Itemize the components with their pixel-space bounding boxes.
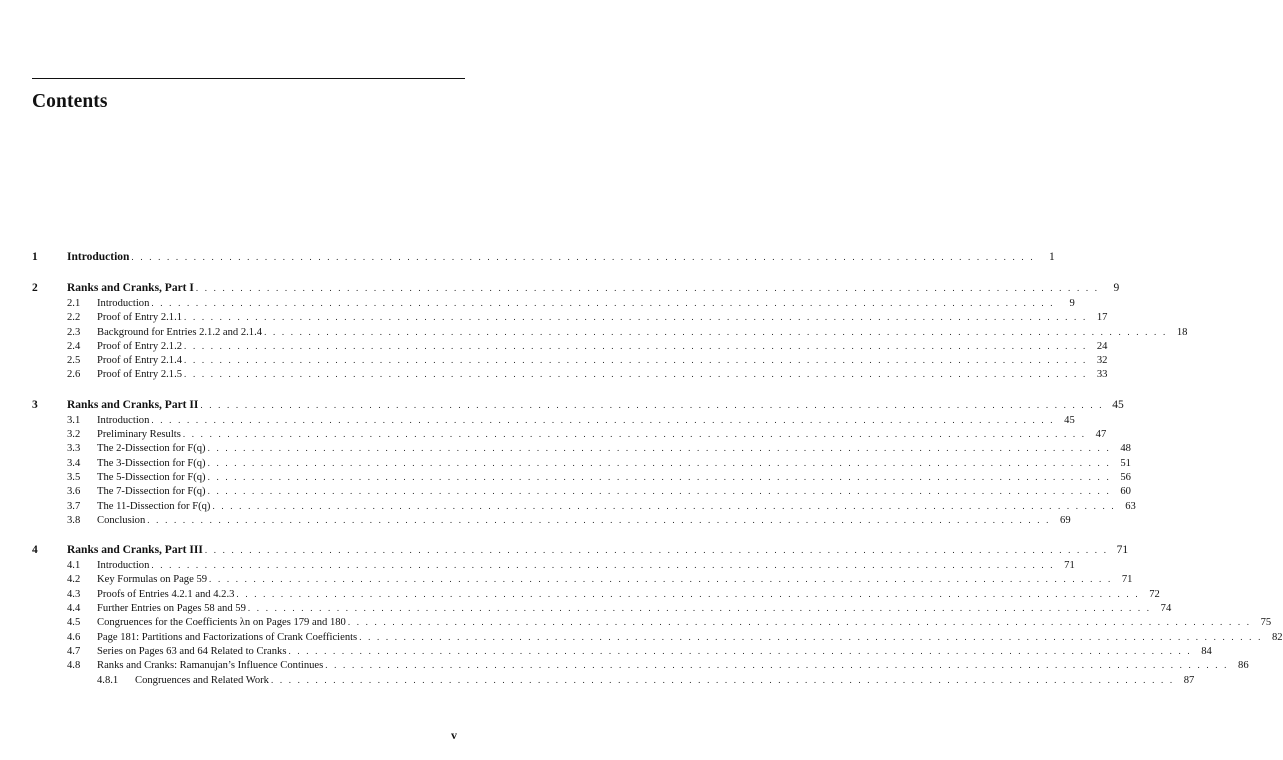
dot-leader: . . . . . . . . . . . . . . . . . . . . . . . . . . . . . . . . . . . . . . . . . . . . . . . . . . . . . . . . . . . . . . . . . . . . . . . . . . . . . . . . . . . . . . . . . . . . . . . . . . . . . .	[288, 645, 1192, 656]
section-entry-number: 4.3	[67, 588, 81, 600]
section-entry-number: 4.8	[67, 660, 81, 672]
section-entry-page: 17	[1096, 312, 1108, 324]
section-entry	[32, 630, 1283, 644]
dot-leader: . . . . . . . . . . . . . . . . . . . . . . . . . . . . . . . . . . . . . . . . . . . . . . . . . . . . . . . . . . . . . . . . . . . . . . . . . . . . . . . . . . . . . . . . . . . . . . . . . . . . . .	[207, 443, 1111, 454]
section-entry-number: 4.7	[67, 645, 81, 657]
dot-leader: . . . . . . . . . . . . . . . . . . . . . . . . . . . . . . . . . . . . . . . . . . . . . . . . . . . . . . . . . . . . . . . . . . . . . . . . . . . . . . . . . . . . . . . . . . . . . . . . . . . . . .	[147, 514, 1051, 525]
dot-leader: . . . . . . . . . . . . . . . . . . . . . . . . . . . . . . . . . . . . . . . . . . . . . . . . . . . . . . . . . . . . . . . . . . . . . . . . . . . . . . . . . . . . . . . . . . . . . . . . . . . . . .	[207, 486, 1111, 497]
dot-leader: . . . . . . . . . . . . . . . . . . . . . . . . . . . . . . . . . . . . . . . . . . . . . . . . . . . . . . . . . . . . . . . . . . . . . . . . . . . . . . . . . . . . . . . . . . . . . . . . . . . . . .	[151, 298, 1055, 308]
chapter-block	[32, 280, 1188, 382]
chapter-entry	[32, 397, 1124, 413]
section-entry	[32, 413, 1075, 427]
section-entry-number: 2.1	[67, 298, 81, 309]
dot-leader: . . . . . . . . . . . . . . . . . . . . . . . . . . . . . . . . . . . . . . . . . . . . . . . . . . . . . . . . . . . . . . . . . . . . . . . . . . . . . . . . . . . . . . . . . . . . . . . . . . . . . .	[184, 369, 1088, 380]
section-entry-title: The 3-Dissection for F(q)	[97, 457, 206, 469]
section-entry	[32, 644, 1212, 658]
table-of-contents	[32, 249, 1283, 702]
section-entry-page: 75	[1260, 617, 1272, 629]
section-entry-title: Conclusion	[97, 514, 146, 526]
section-entry-title: Introduction	[97, 414, 150, 426]
dot-leader: . . . . . . . . . . . . . . . . . . . . . . . . . . . . . . . . . . . . . . . . . . . . . . . . . . . . . . . . . . . . . . . . . . . . . . . . . . . . . . . . . . . . . . . . . . . . . . . . . . . . . .	[212, 500, 1116, 511]
subsection-entry-title: Congruences and Related Work	[135, 674, 269, 686]
section-entry-page: 18	[1176, 326, 1188, 338]
dot-leader: . . . . . . . . . . . . . . . . . . . . . . . . . . . . . . . . . . . . . . . . . . . . . . . . . . . . . . . . . . . . . . . . . . . . . . . . . . . . . . . . . . . . . . . . . . . . . . . . . . . . . .	[195, 283, 1100, 293]
section-entry-title: Proof of Entry 2.1.5	[97, 369, 183, 381]
section-entry-page: 63	[1125, 500, 1136, 512]
chapter-entry-number: 2	[32, 282, 38, 294]
section-entry-number: 4.1	[67, 560, 81, 572]
section-entry-number: 2.5	[67, 355, 81, 367]
chapter-entry-title: Ranks and Cranks, Part II	[67, 398, 199, 411]
section-entry-number: 2.2	[67, 312, 81, 324]
chapter-entry-page: 1	[1049, 251, 1055, 263]
section-entry	[32, 499, 1136, 513]
section-entry	[32, 296, 1075, 310]
section-entry-title: Preliminary Results	[97, 429, 181, 441]
section-entry-number: 4.2	[67, 574, 81, 586]
chapter-entry-title: Introduction	[67, 251, 130, 263]
chapter-entry-number: 3	[32, 398, 38, 411]
section-entry-page: 48	[1120, 443, 1131, 455]
section-entry	[32, 484, 1131, 498]
section-entry-title: Introduction	[97, 560, 150, 572]
section-entry	[32, 441, 1131, 455]
section-entry	[32, 456, 1131, 470]
subsection-entry-number: 4.8.1	[97, 674, 119, 686]
section-entry-title: Proof of Entry 2.1.4	[97, 355, 183, 367]
section-entry-page: 69	[1060, 514, 1071, 526]
top-rule	[32, 78, 465, 79]
chapter-entry	[32, 280, 1120, 296]
section-entry-number: 2.4	[67, 340, 81, 352]
chapter-block	[32, 542, 1283, 687]
section-entry	[32, 470, 1131, 484]
section-entry-number: 4.4	[67, 603, 81, 615]
section-entry-page: 9	[1069, 298, 1075, 309]
section-entry-number: 3.2	[67, 429, 81, 441]
section-entry	[32, 353, 1108, 367]
section-entry-title: Proofs of Entries 4.2.1 and 4.2.3	[97, 588, 235, 600]
section-entry	[32, 601, 1172, 615]
chapter-entry-title: Ranks and Cranks, Part III	[67, 544, 203, 557]
section-entry-title: Congruences for the Coefficients λn on Pages 179 and 180	[97, 617, 346, 629]
section-entry-title: The 2-Dissection for F(q)	[97, 443, 206, 455]
chapter-block	[32, 397, 1136, 527]
dot-leader: . . . . . . . . . . . . . . . . . . . . . . . . . . . . . . . . . . . . . . . . . . . . . . . . . . . . . . . . . . . . . . . . . . . . . . . . . . . . . . . . . . . . . . . . . . . . . . . . . . . . . .	[151, 560, 1055, 571]
section-entry-title: Introduction	[97, 298, 150, 309]
section-entry-page: 45	[1064, 414, 1075, 426]
dot-leader: . . . . . . . . . . . . . . . . . . . . . . . . . . . . . . . . . . . . . . . . . . . . . . . . . . . . . . . . . . . . . . . . . . . . . . . . . . . . . . . . . . . . . . . . . . . . . . . . . . . . . .	[204, 545, 1109, 556]
section-entry-title: Proof of Entry 2.1.1	[97, 312, 183, 324]
section-entry-title: Proof of Entry 2.1.2	[97, 340, 183, 352]
dot-leader: . . . . . . . . . . . . . . . . . . . . . . . . . . . . . . . . . . . . . . . . . . . . . . . . . . . . . . . . . . . . . . . . . . . . . . . . . . . . . . . . . . . . . . . . . . . . . . . . . . . . . .	[207, 471, 1111, 482]
section-entry-page: 33	[1096, 369, 1108, 381]
section-entry-page: 82	[1271, 631, 1283, 643]
section-entry-number: 3.1	[67, 414, 81, 426]
section-entry-number: 2.6	[67, 369, 81, 381]
dot-leader: . . . . . . . . . . . . . . . . . . . . . . . . . . . . . . . . . . . . . . . . . . . . . . . . . . . . . . . . . . . . . . . . . . . . . . . . . . . . . . . . . . . . . . . . . . . . . . . . . . . . . .	[184, 340, 1088, 351]
chapter-entry-title: Ranks and Cranks, Part I	[67, 282, 194, 294]
section-entry-page: 51	[1120, 457, 1131, 469]
section-entry-title: The 7-Dissection for F(q)	[97, 486, 206, 498]
section-entry	[32, 658, 1249, 672]
section-entry	[32, 513, 1071, 527]
section-entry-page: 72	[1149, 588, 1160, 600]
section-entry-page: 24	[1096, 340, 1108, 352]
section-entry	[32, 572, 1133, 586]
page-folio: v	[451, 728, 457, 742]
section-entry-title: Further Entries on Pages 58 and 59	[97, 603, 246, 615]
section-entry-title: The 5-Dissection for F(q)	[97, 471, 206, 483]
section-entry-title: Background for Entries 2.1.2 and 2.1.4	[97, 326, 263, 338]
chapter-entry-page: 9	[1113, 282, 1120, 294]
section-entry-number: 2.3	[67, 326, 81, 338]
chapter-entry	[32, 542, 1129, 558]
section-entry-page: 60	[1120, 486, 1131, 498]
section-entry	[32, 325, 1188, 339]
dot-leader: . . . . . . . . . . . . . . . . . . . . . . . . . . . . . . . . . . . . . . . . . . . . . . . . . . . . . . . . . . . . . . . . . . . . . . . . . . . . . . . . . . . . . . . . . . . . . . . . . . . . . .	[182, 429, 1087, 440]
section-entry-number: 3.8	[67, 514, 81, 526]
section-entry-title: Page 181: Partitions and Factorizations of Crank Coefficients	[97, 631, 358, 643]
section-entry	[32, 310, 1108, 324]
section-entry-number: 3.6	[67, 486, 81, 498]
section-entry-page: 47	[1095, 429, 1107, 441]
chapter-entry-number: 4	[32, 544, 38, 557]
section-entry	[32, 367, 1108, 381]
section-entry-page: 32	[1096, 355, 1108, 367]
dot-leader: . . . . . . . . . . . . . . . . . . . . . . . . . . . . . . . . . . . . . . . . . . . . . . . . . . . . . . . . . . . . . . . . . . . . . . . . . . . . . . . . . . . . . . . . . . . . . . . . . . . . . .	[264, 326, 1168, 337]
chapter-entry-number: 1	[32, 251, 38, 263]
chapter-entry-page: 45	[1112, 398, 1124, 411]
dot-leader: . . . . . . . . . . . . . . . . . . . . . . . . . . . . . . . . . . . . . . . . . . . . . . . . . . . . . . . . . . . . . . . . . . . . . . . . . . . . . . . . . . . . . . . . . . . . . . . . . . . . . .	[200, 399, 1104, 410]
section-entry	[32, 558, 1075, 572]
section-entry-page: 74	[1160, 603, 1172, 615]
section-entry-title: The 11-Dissection for F(q)	[97, 500, 211, 512]
chapter-block	[32, 249, 1055, 265]
section-entry-page: 71	[1064, 560, 1075, 572]
dot-leader: . . . . . . . . . . . . . . . . . . . . . . . . . . . . . . . . . . . . . . . . . . . . . . . . . . . . . . . . . . . . . . . . . . . . . . . . . . . . . . . . . . . . . . . . . . . . . . . . . . . . . .	[151, 414, 1055, 425]
section-entry-number: 3.5	[67, 471, 81, 483]
section-entry-page: 86	[1238, 660, 1249, 672]
contents-heading: Contents	[32, 91, 108, 112]
dot-leader: . . . . . . . . . . . . . . . . . . . . . . . . . . . . . . . . . . . . . . . . . . . . . . . . . . . . . . . . . . . . . . . . . . . . . . . . . . . . . . . . . . . . . . . . . . . . . . . . . . . . . .	[209, 574, 1113, 585]
section-entry-page: 84	[1201, 645, 1212, 657]
section-entry-number: 4.6	[67, 631, 81, 643]
section-entry-number: 3.4	[67, 457, 81, 469]
section-entry	[32, 427, 1107, 441]
subsection-entry	[32, 673, 1195, 687]
section-entry-page: 56	[1120, 471, 1131, 483]
chapter-entry-page: 71	[1116, 544, 1129, 557]
section-entry-number: 4.5	[67, 617, 81, 629]
section-entry-title: Series on Pages 63 and 64 Related to Cranks	[97, 645, 287, 657]
section-entry-title: Key Formulas on Page 59	[97, 574, 208, 586]
dot-leader: . . . . . . . . . . . . . . . . . . . . . . . . . . . . . . . . . . . . . . . . . . . . . . . . . . . . . . . . . . . . . . . . . . . . . . . . . . . . . . . . . . . . . . . . . . . . . . . . . . . . . .	[359, 631, 1263, 642]
dot-leader: . . . . . . . . . . . . . . . . . . . . . . . . . . . . . . . . . . . . . . . . . . . . . . . . . . . . . . . . . . . . . . . . . . . . . . . . . . . . . . . . . . . . . . . . . . . . . . . . . . . . . .	[325, 660, 1229, 671]
section-entry	[32, 587, 1160, 601]
section-entry	[32, 339, 1108, 353]
dot-leader: . . . . . . . . . . . . . . . . . . . . . . . . . . . . . . . . . . . . . . . . . . . . . . . . . . . . . . . . . . . . . . . . . . . . . . . . . . . . . . . . . . . . . . . . . . . . . . . . . . . . . .	[184, 312, 1088, 323]
section-entry-number: 3.7	[67, 500, 81, 512]
dot-leader: . . . . . . . . . . . . . . . . . . . . . . . . . . . . . . . . . . . . . . . . . . . . . . . . . . . . . . . . . . . . . . . . . . . . . . . . . . . . . . . . . . . . . . . . . . . . . . . . . . . . . .	[270, 674, 1175, 685]
section-entry-number: 3.3	[67, 443, 81, 455]
dot-leader: . . . . . . . . . . . . . . . . . . . . . . . . . . . . . . . . . . . . . . . . . . . . . . . . . . . . . . . . . . . . . . . . . . . . . . . . . . . . . . . . . . . . . . . . . . . . . . . . . . . . . .	[184, 355, 1088, 366]
dot-leader: . . . . . . . . . . . . . . . . . . . . . . . . . . . . . . . . . . . . . . . . . . . . . . . . . . . . . . . . . . . . . . . . . . . . . . . . . . . . . . . . . . . . . . . . . . . . . . . . . . . . . .	[347, 617, 1252, 628]
chapter-entry	[32, 249, 1055, 265]
dot-leader: . . . . . . . . . . . . . . . . . . . . . . . . . . . . . . . . . . . . . . . . . . . . . . . . . . . . . . . . . . . . . . . . . . . . . . . . . . . . . . . . . . . . . . . . . . . . . . . . . . . . . .	[247, 603, 1152, 614]
section-entry-title: Ranks and Cranks: Ramanujan’s Influence Continues	[97, 660, 324, 672]
dot-leader: . . . . . . . . . . . . . . . . . . . . . . . . . . . . . . . . . . . . . . . . . . . . . . . . . . . . . . . . . . . . . . . . . . . . . . . . . . . . . . . . . . . . . . . . . . . . . . . . . . . . . .	[207, 457, 1111, 468]
subsection-entry-page: 87	[1183, 674, 1195, 686]
section-entry	[32, 615, 1272, 629]
dot-leader: . . . . . . . . . . . . . . . . . . . . . . . . . . . . . . . . . . . . . . . . . . . . . . . . . . . . . . . . . . . . . . . . . . . . . . . . . . . . . . . . . . . . . . . . . . . . . . . . . . . . . .	[236, 588, 1140, 599]
dot-leader: . . . . . . . . . . . . . . . . . . . . . . . . . . . . . . . . . . . . . . . . . . . . . . . . . . . . . . . . . . . . . . . . . . . . . . . . . . . . . . . . . . . . . . . . . . . . . . . . . . . . . .	[131, 252, 1035, 262]
section-entry-page: 71	[1121, 574, 1133, 586]
